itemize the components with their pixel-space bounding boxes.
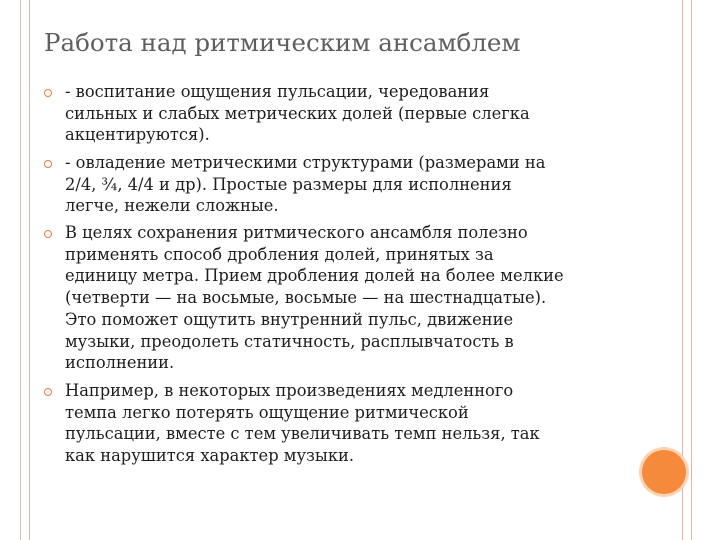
bullet-text <box>65 152 665 217</box>
bullet-text <box>65 81 665 146</box>
text-line: - овладение метрическими структурами (размерами на <box>65 153 546 172</box>
text-line: Это поможет ощутить внутренний пульс, движение <box>65 309 514 329</box>
text-line: - воспитание ощущения пульсации, чередования <box>65 82 490 101</box>
text-line: пульсации, вместе с тем увеличивать темп нельзя, так <box>65 424 540 444</box>
text-line: единицу метра. Прием дробления долей на более мелкие <box>65 266 564 286</box>
text-line: (четверти — на восьмые, восьмые — на шестнадцатые). <box>65 288 547 308</box>
bullet-circle-icon <box>44 230 52 238</box>
text-line: исполнении. <box>65 353 175 373</box>
text-line: применять способ дробления долей, принятых за <box>65 244 494 264</box>
text-line: сильных и слабых метрических долей (первые слегка <box>65 103 530 123</box>
bullet-circle-icon <box>44 388 52 396</box>
bullet-text <box>65 380 665 467</box>
decorative-orange-circle <box>642 450 686 494</box>
text-line: 2/4, ¾, 4/4 и др). Простые размеры для исполнения <box>65 174 512 194</box>
text-line: музыки, преодолеть статичность, расплывчатость в <box>65 331 514 351</box>
slide-title: Работа над ритмическим ансамблем <box>44 28 521 57</box>
text-line: акцентируются). <box>65 125 210 145</box>
bullet-circle-icon <box>44 160 52 168</box>
text-line: как нарушится характер музыки. <box>65 446 355 466</box>
text-line: Например, в некоторых произведениях медленного <box>65 381 514 400</box>
text-line: темпа легко потерять ощущение ритмической <box>65 402 469 422</box>
bullet-circle-icon <box>44 89 52 97</box>
text-line: В целях сохранения ритмического ансамбля полезно <box>65 223 528 242</box>
text-line: легче, нежели сложные. <box>65 196 279 216</box>
bullet-text <box>65 222 665 374</box>
